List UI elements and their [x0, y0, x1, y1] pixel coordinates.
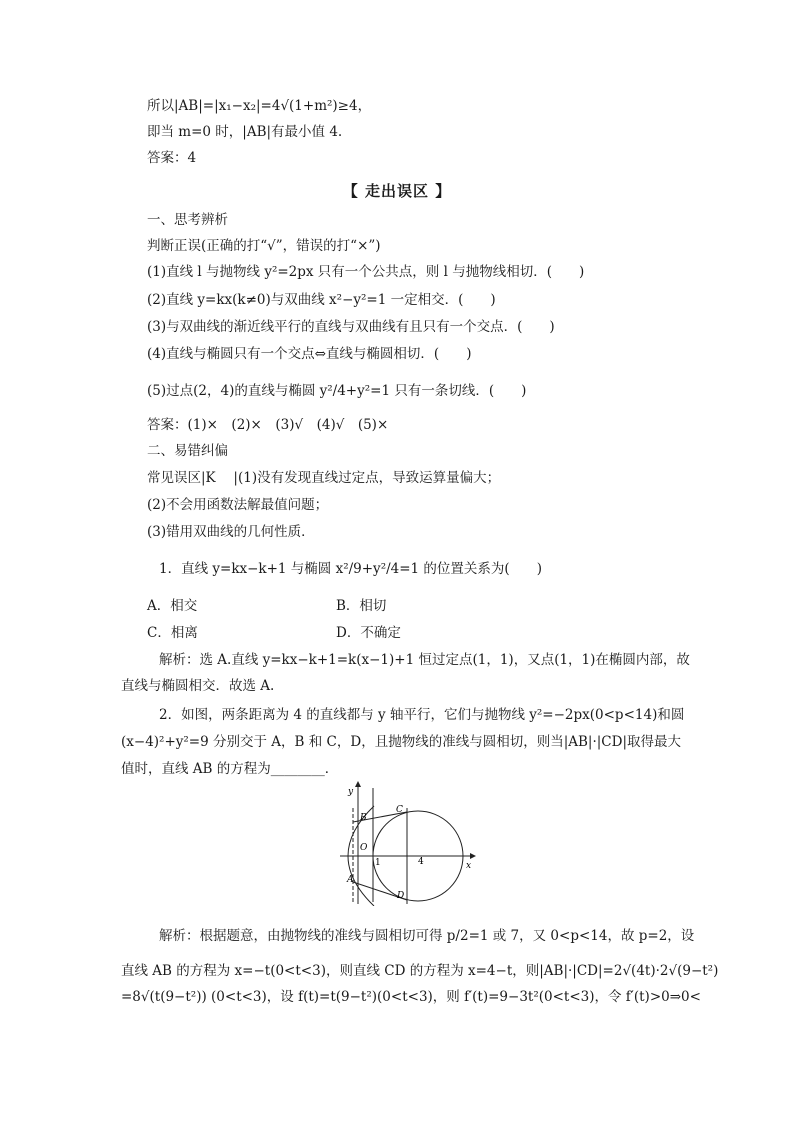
pitfall-note-1: 常见误区|K |(1)没有发现直线过定点，导致运算量偏大；: [147, 470, 501, 486]
label-b: B: [360, 813, 367, 823]
label-d: D: [397, 891, 405, 901]
part1-answer: 答案：(1)× (2)× (3)√ (4)√ (5)×: [147, 417, 389, 433]
q1-option-b: B．相切: [336, 598, 387, 614]
q2-solution-2: 直线 AB 的方程为 x=−t(0<t<3)，则直线 CD 的方程为 x=4−t，则|AB|·|CD|=2√(4t)·2√(9−t²): [121, 963, 719, 979]
q2-solution-3: =8√(t(9−t²)) (0<t<3)，设 f(t)=t(9−t²)(0<t<3)，则 f′(t)=9−3t²(0<t<3)，令 f′(t)>0⇒0<: [121, 989, 701, 1005]
parabola-circle-figure: [330, 778, 482, 906]
q1-option-d: D．不确定: [336, 625, 401, 641]
q2-stem-1: 2．如图，两条距离为 4 的直线都与 y 轴平行，它们与抛物线 y²=−2px(0<p<14)和圆: [159, 707, 685, 723]
y-axis-arrow: [355, 781, 361, 787]
judge-item-1: (1)直线 l 与抛物线 y²=2px 只有一个公共点，则 l 与抛物线相切．( ): [147, 264, 585, 280]
label-y: y: [348, 787, 354, 797]
q1-option-a: A．相交: [147, 598, 198, 614]
section-title: 【 走出误区 】: [342, 182, 452, 200]
label-1: 1: [375, 858, 381, 868]
q2-figure: [330, 778, 482, 906]
label-c: C: [396, 805, 403, 815]
label-x: x: [466, 861, 472, 871]
label-4: 4: [418, 857, 424, 867]
result-line-2: 即当 m=0 时，|AB|有最小值 4.: [147, 124, 343, 140]
q1-solution-2: 直线与椭圆相交．故选 A.: [121, 678, 275, 694]
pitfall-note-3: (3)错用双曲线的几何性质．: [147, 524, 315, 540]
x-axis-arrow: [470, 853, 476, 859]
part2-heading: 二、易错纠偏: [147, 443, 228, 459]
judge-item-4: (4)直线与椭圆只有一个交点⇔直线与椭圆相切．( ): [147, 346, 472, 362]
judge-item-3: (3)与双曲线的渐近线平行的直线与双曲线有且只有一个交点．( ): [147, 319, 555, 335]
judge-item-5: (5)过点(2，4)的直线与椭圆 y²/4+y²=1 只有一条切线．( ): [147, 383, 527, 399]
part1-instruction: 判断正误(正确的打“√”，错误的打“×”): [147, 238, 381, 254]
q2-stem-3: 值时，直线 AB 的方程为________．: [121, 761, 339, 777]
result-line-1: 所以|AB|=|x₁−x₂|=4√(1+m²)≥4，: [147, 98, 372, 114]
answer-line: 答案：4: [147, 150, 197, 166]
label-o: O: [360, 843, 368, 853]
q1-option-c: C．相离: [147, 625, 198, 641]
part1-heading: 一、思考辨析: [147, 212, 228, 228]
q1-stem: 1．直线 y=kx−k+1 与椭圆 x²/9+y²/4=1 的位置关系为( ): [159, 561, 542, 577]
pitfall-note-2: (2)不会用函数法解最值问题；: [147, 497, 329, 513]
q2-stem-2: (x−4)²+y²=9 分别交于 A，B 和 C，D，且抛物线的准线与圆相切，则当|AB|·|CD|取得最大: [121, 734, 682, 750]
q1-solution-1: 解析：选 A.直线 y=kx−k+1=k(x−1)+1 恒过定点(1，1)，又点(1，1)在椭圆内部，故: [159, 652, 690, 668]
q2-solution-1: 解析：根据题意，由抛物线的准线与圆相切可得 p/2=1 或 7，又 0<p<14，故 p=2，设: [159, 928, 695, 944]
judge-item-2: (2)直线 y=kx(k≠0)与双曲线 x²−y²=1 一定相交．( ): [147, 292, 496, 308]
label-a: A: [347, 875, 354, 885]
